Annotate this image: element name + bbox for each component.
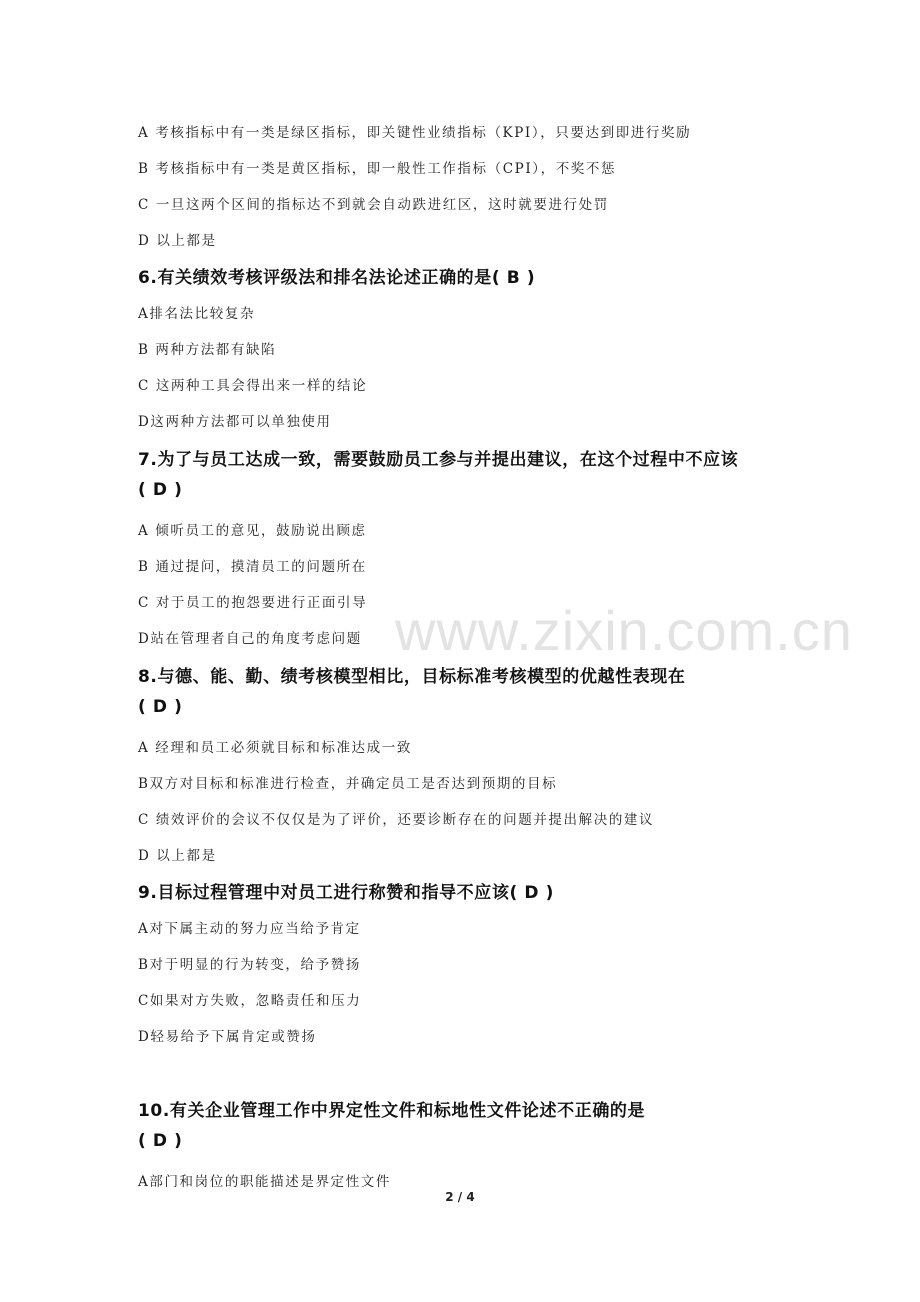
q10-answer: ( D ) (138, 1131, 183, 1151)
q5-option-c: C 一旦这两个区间的指标达不到就会自动跌进红区，这时就要进行处罚 (138, 197, 609, 213)
q9-option-c: C如果对方失败，忽略责任和压力 (138, 993, 362, 1009)
q7-answer: ( D ) (138, 480, 183, 500)
q7-question: 7.为了与员工达成一致，需要鼓励员工参与并提出建议，在这个过程中不应该 (138, 450, 739, 470)
q6-question: 6.有关绩效考核评级法和排名法论述正确的是( B ) (138, 268, 536, 288)
q6-option-b: B 两种方法都有缺陷 (138, 342, 277, 358)
q9-question: 9.目标过程管理中对员工进行称赞和指导不应该( D ) (138, 883, 554, 903)
q6-option-a: A排名法比较复杂 (138, 306, 256, 322)
q8-option-a: A 经理和员工必须就目标和标准达成一致 (138, 740, 412, 756)
q5-option-b: B 考核指标中有一类是黄区指标，即一般性工作指标（CPI），不奖不惩 (138, 161, 617, 177)
q7-option-d: D站在管理者自己的角度考虑问题 (138, 631, 362, 647)
q8-option-b: B双方对目标和标准进行检查，并确定员工是否达到预期的目标 (138, 776, 558, 792)
q9-option-b: B对于明显的行为转变，给予赞扬 (138, 957, 361, 973)
q9-option-a: A对下属主动的努力应当给予肯定 (138, 921, 361, 937)
q5-option-a: A 考核指标中有一类是绿区指标，即关键性业绩指标（KPI），只要达到即进行奖励 (138, 125, 692, 141)
q8-option-c: C 绩效评价的会议不仅仅是为了评价，还要诊断存在的问题并提出解决的建议 (138, 812, 655, 828)
q10-option-a: A部门和岗位的职能描述是界定性文件 (138, 1174, 391, 1190)
q5-option-d: D 以上都是 (138, 233, 217, 249)
q6-option-d: D这两种方法都可以单独使用 (138, 414, 332, 430)
q7-option-c: C 对于员工的抱怨要进行正面引导 (138, 595, 368, 611)
watermark: www.zixin.com.cn (395, 599, 853, 662)
q6-option-c: C 这两种工具会得出来一样的结论 (138, 378, 368, 394)
q10-question: 10.有关企业管理工作中界定性文件和标地性文件论述不正确的是 (138, 1101, 646, 1121)
q9-option-d: D轻易给予下属肯定或赞扬 (138, 1029, 317, 1045)
q8-answer: ( D ) (138, 697, 183, 717)
q7-option-b: B 通过提问，摸清员工的问题所在 (138, 559, 367, 575)
page-number: 2 / 4 (445, 1190, 475, 1204)
q8-question: 8.与德、能、勤、绩考核模型相比，目标标准考核模型的优越性表现在 (138, 667, 686, 687)
q8-option-d: D 以上都是 (138, 848, 217, 864)
q7-option-a: A 倾听员工的意见，鼓励说出顾虑 (138, 523, 367, 539)
